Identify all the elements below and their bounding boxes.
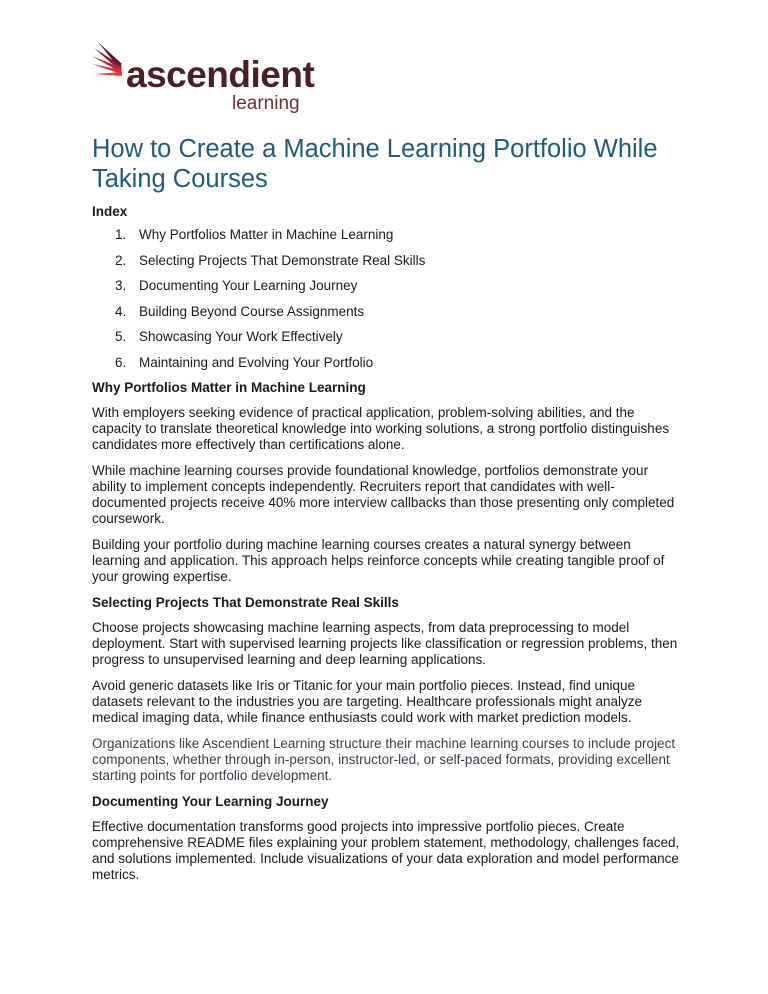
logo-mark-icon xyxy=(92,40,126,86)
logo-subtext: learning xyxy=(232,93,300,114)
paragraph: Effective documentation transforms good projects into impressive portfolio pieces. Create comprehensive README files explaining your problem statement, methodology, challenges faced, and solutions implemented. Include visualizations of your data exploration and model performance metrics. xyxy=(92,819,680,882)
index-item: 5. Showcasing Your Work Effectively xyxy=(115,329,343,344)
paragraph: While machine learning courses provide foundational knowledge, portfolios demonstrate your ability to implement concepts independently. Recruiters report that candidates with well-documented projects receive 40% more interview callbacks than those presenting only completed coursework. xyxy=(92,463,675,526)
section-heading: Documenting Your Learning Journey xyxy=(92,794,329,809)
paragraph: Building your portfolio during machine learning courses creates a natural synergy between learning and application. This approach helps reinforce concepts while creating tangible proof of your growing expertise. xyxy=(92,537,665,584)
index-item: 2. Selecting Projects That Demonstrate Real Skills xyxy=(115,252,426,268)
paragraph: Avoid generic datasets like Iris or Titanic for your main portfolio pieces. Instead, find unique datasets relevant to the industries you are targeting. Healthcare professionals might analyze medical imaging data, while finance enthusiasts could work with market prediction models. xyxy=(92,678,643,725)
paragraph: Choose projects showcasing machine learning aspects, from data preprocessing to model deployment. Start with supervised learning projects like classification or regression problems, then progress to unsupervised learning and deep learning applications. xyxy=(92,620,678,667)
index-item: 3. Documenting Your Learning Journey xyxy=(115,278,358,293)
index-item: 4. Building Beyond Course Assignments xyxy=(115,303,365,319)
paragraph: Organizations like Ascendient Learning structure their machine learning courses to include project components, whether through in-person, instructor-led, or self-paced formats, providing excellent starting points for portfolio development. xyxy=(92,736,676,783)
logo-wordmark: ascendient xyxy=(126,54,315,95)
page-title: How to Create a Machine Learning Portfolio While Taking Courses xyxy=(92,135,658,193)
index-list xyxy=(92,227,682,370)
paragraph: With employers seeking evidence of practical application, problem-solving abilities, and the capacity to translate theoretical knowledge into working solutions, a strong portfolio distinguishes candidates more effectively than certifications alone. xyxy=(92,405,670,452)
section-heading: Why Portfolios Matter in Machine Learning xyxy=(92,380,366,395)
section-heading: Selecting Projects That Demonstrate Real Skills xyxy=(92,595,399,610)
ascendient-learning-logo xyxy=(92,40,315,116)
article xyxy=(92,134,682,893)
index-item: 6. Maintaining and Evolving Your Portfolio xyxy=(115,354,374,370)
index-label: Index xyxy=(92,204,128,219)
index-item: 1. Why Portfolios Matter in Machine Learning xyxy=(115,227,394,242)
